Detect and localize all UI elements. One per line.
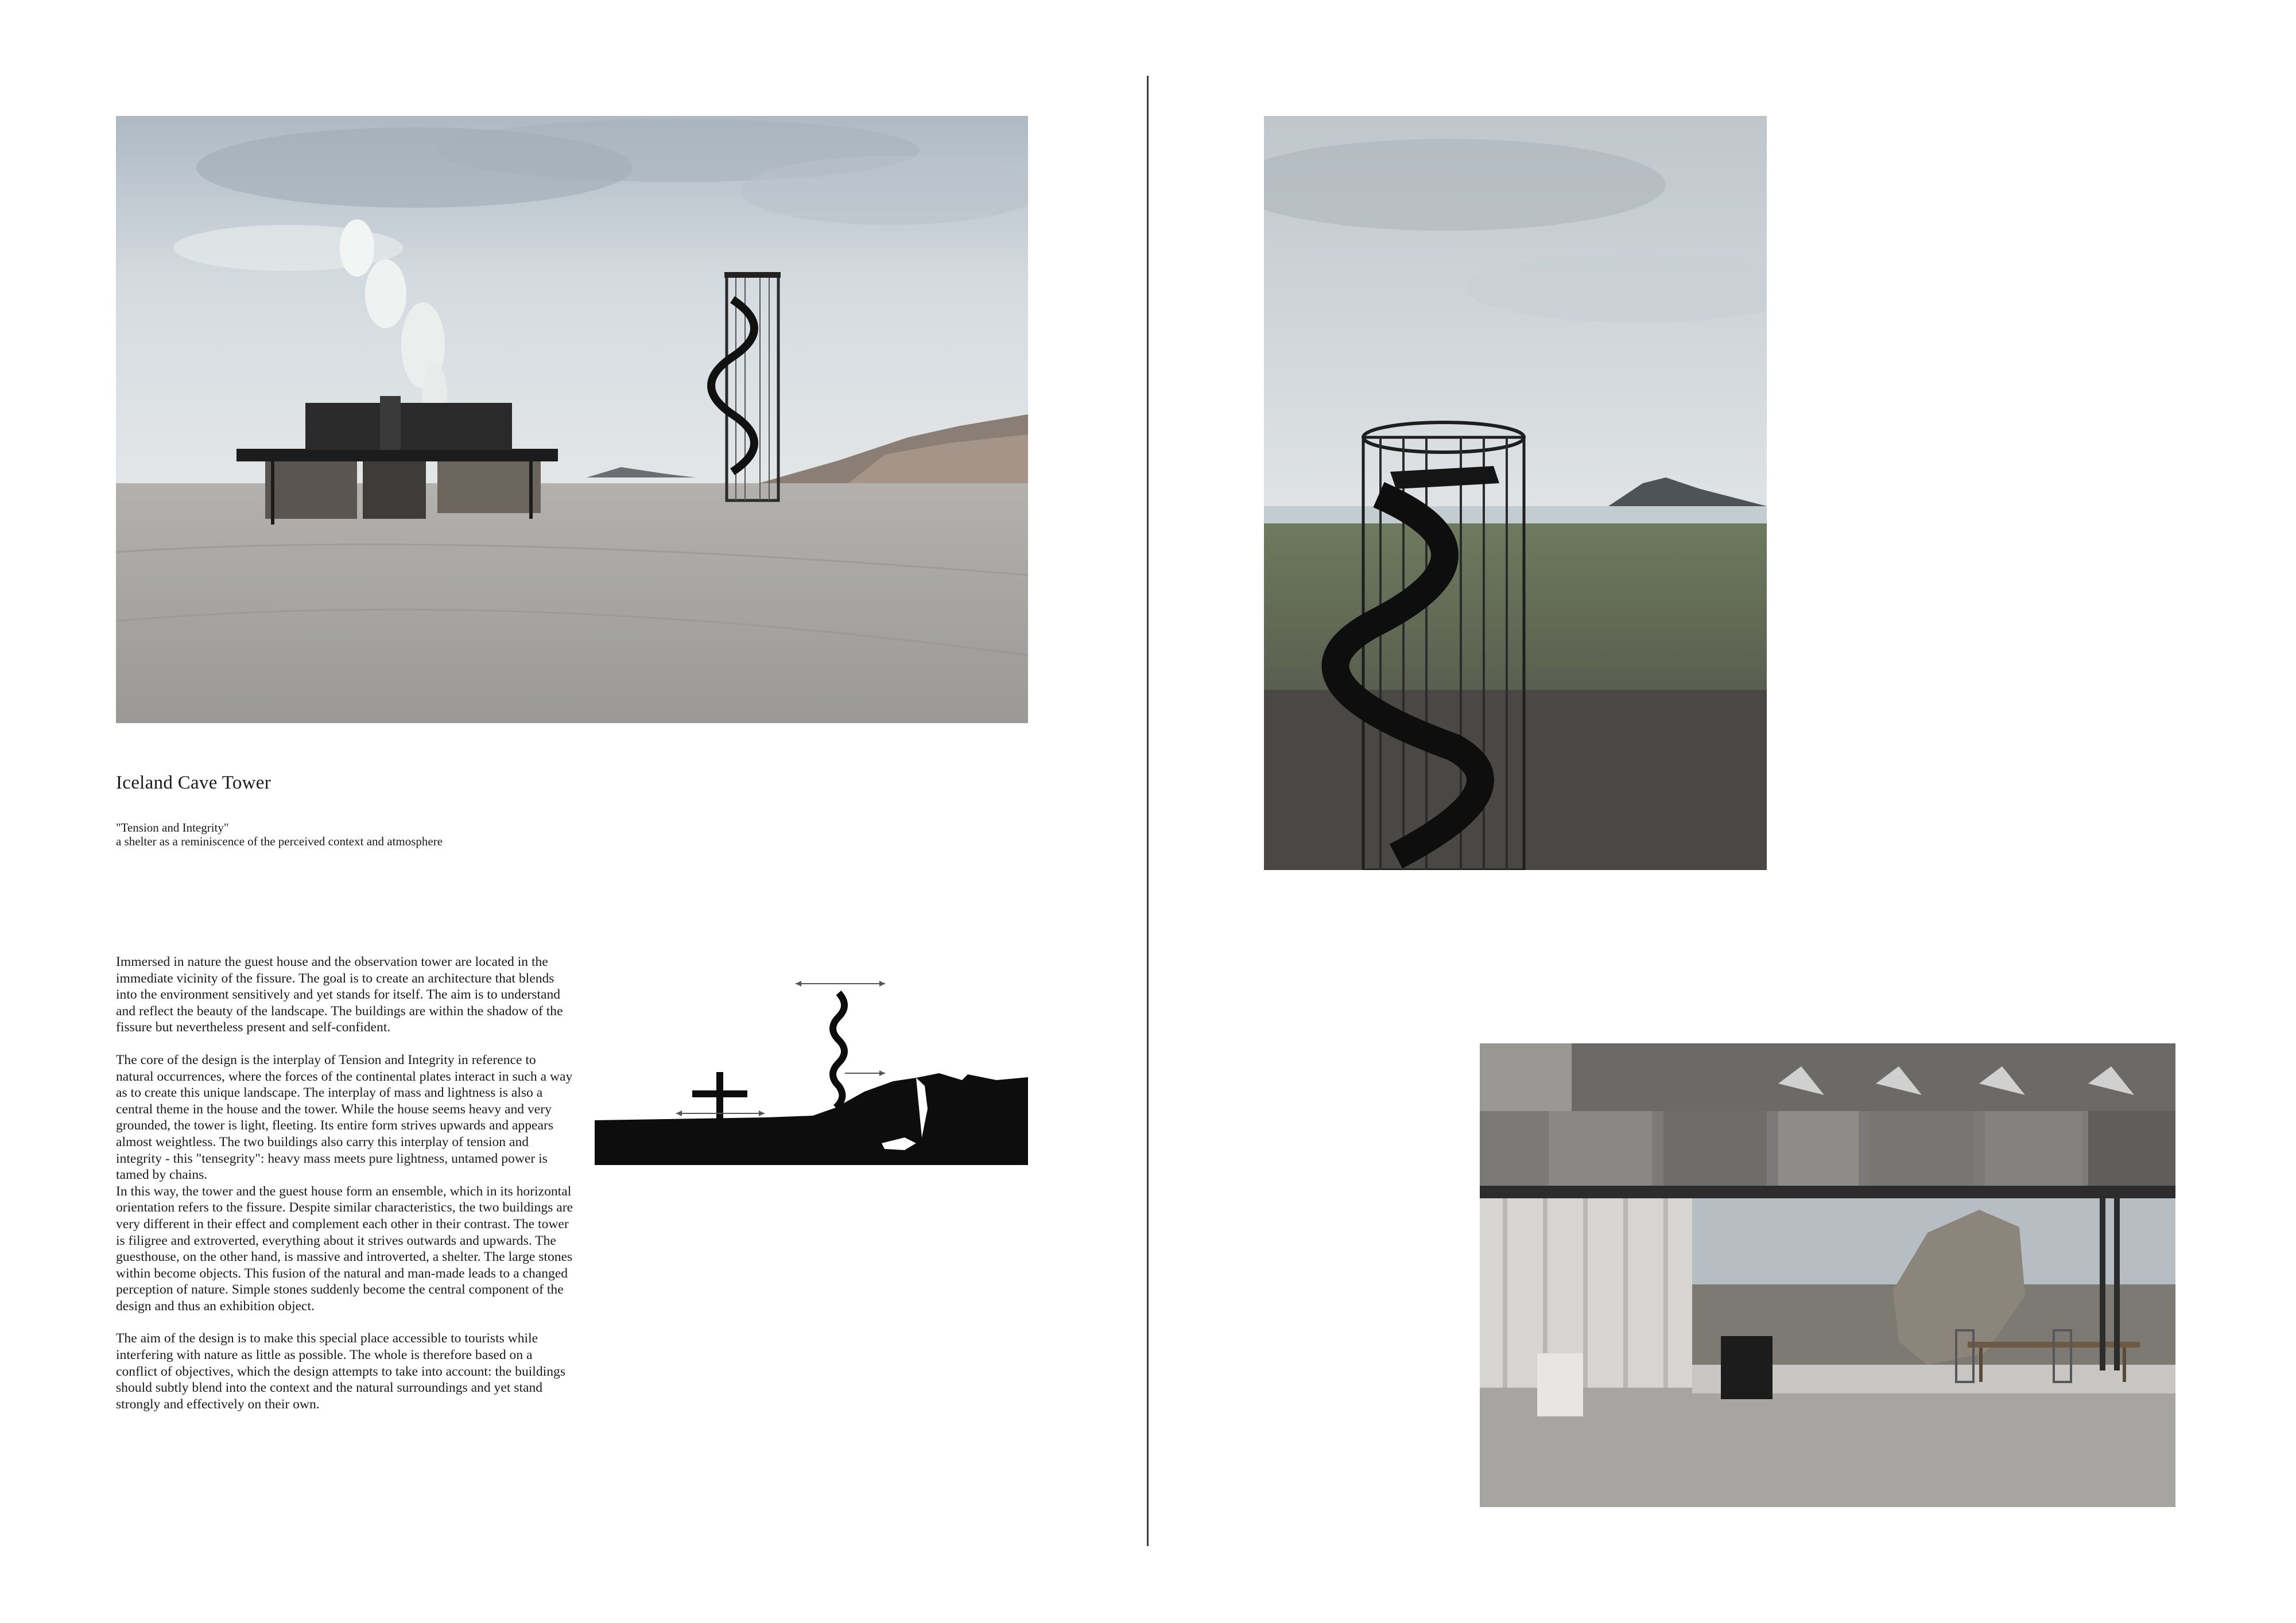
subtitle-line-2: a shelter as a reminiscence of the perceived context and atmosphere <box>116 834 443 848</box>
tower-closeup-render <box>1264 116 1767 870</box>
page-divider <box>1147 76 1149 1546</box>
subtitle-line-1: "Tension and Integrity" <box>116 821 229 834</box>
project-description <box>116 954 575 1428</box>
project-title: Iceland Cave Tower <box>116 772 272 793</box>
paragraph-2: The core of the design is the interplay of Tension and Integrity in reference to natural occurrences, where the forces of the continental plates interact in such a way as to create this unique landscape. The interplay of mass and lightness is also a central theme in the house and the tower. While the house seems heavy and very grounded, the tower is light, fleeting. Its entire form strives upwards and appears almost weightless. The two buildings also carry this interplay of tension and integrity - this "tensegrity": heavy mass meets pure lightness, untamed power is tamed by chains. <box>116 1052 573 1183</box>
guesthouse-interior-render <box>1480 1043 2175 1507</box>
paragraph-3: In this way, the tower and the guest house form an ensemble, which in its horizontal orientation refers to the fissure. Despite similar characteristics, the two buildings are very different in their effect and complement each other in their contrast. The tower is filigree and extroverted, everything about it strives outwards and upwards. The guesthouse, on the other hand, is massive and introverted, a shelter. The large stones within become objects. This fusion of the natural and man-made leads to a changed perception of nature. Simple stones suddenly become the central component of the design and thus an exhibition object. <box>116 1183 573 1314</box>
project-subtitle <box>116 821 633 848</box>
landscape-render <box>116 116 1028 723</box>
paragraph-1: Immersed in nature the guest house and the observation tower are located in the immediate vicinity of the fissure. The goal is to create an architecture that blends into the environment sensitively and yet stands for itself. The aim is to understand and reflect the beauty of the landscape. The buildings are within the shadow of the fissure but nevertheless present and self-confident. <box>116 954 563 1035</box>
concept-section-diagram <box>595 971 1031 1172</box>
paragraph-4: The aim of the design is to make this special place accessible to tourists while interfering with nature as little as possible. The whole is therefore based on a conflict of objectives, which the design attempts to take into account: the buildings should subtly blend into the context and the natural surroundings and yet stand strongly and effectively on their own. <box>116 1331 565 1412</box>
